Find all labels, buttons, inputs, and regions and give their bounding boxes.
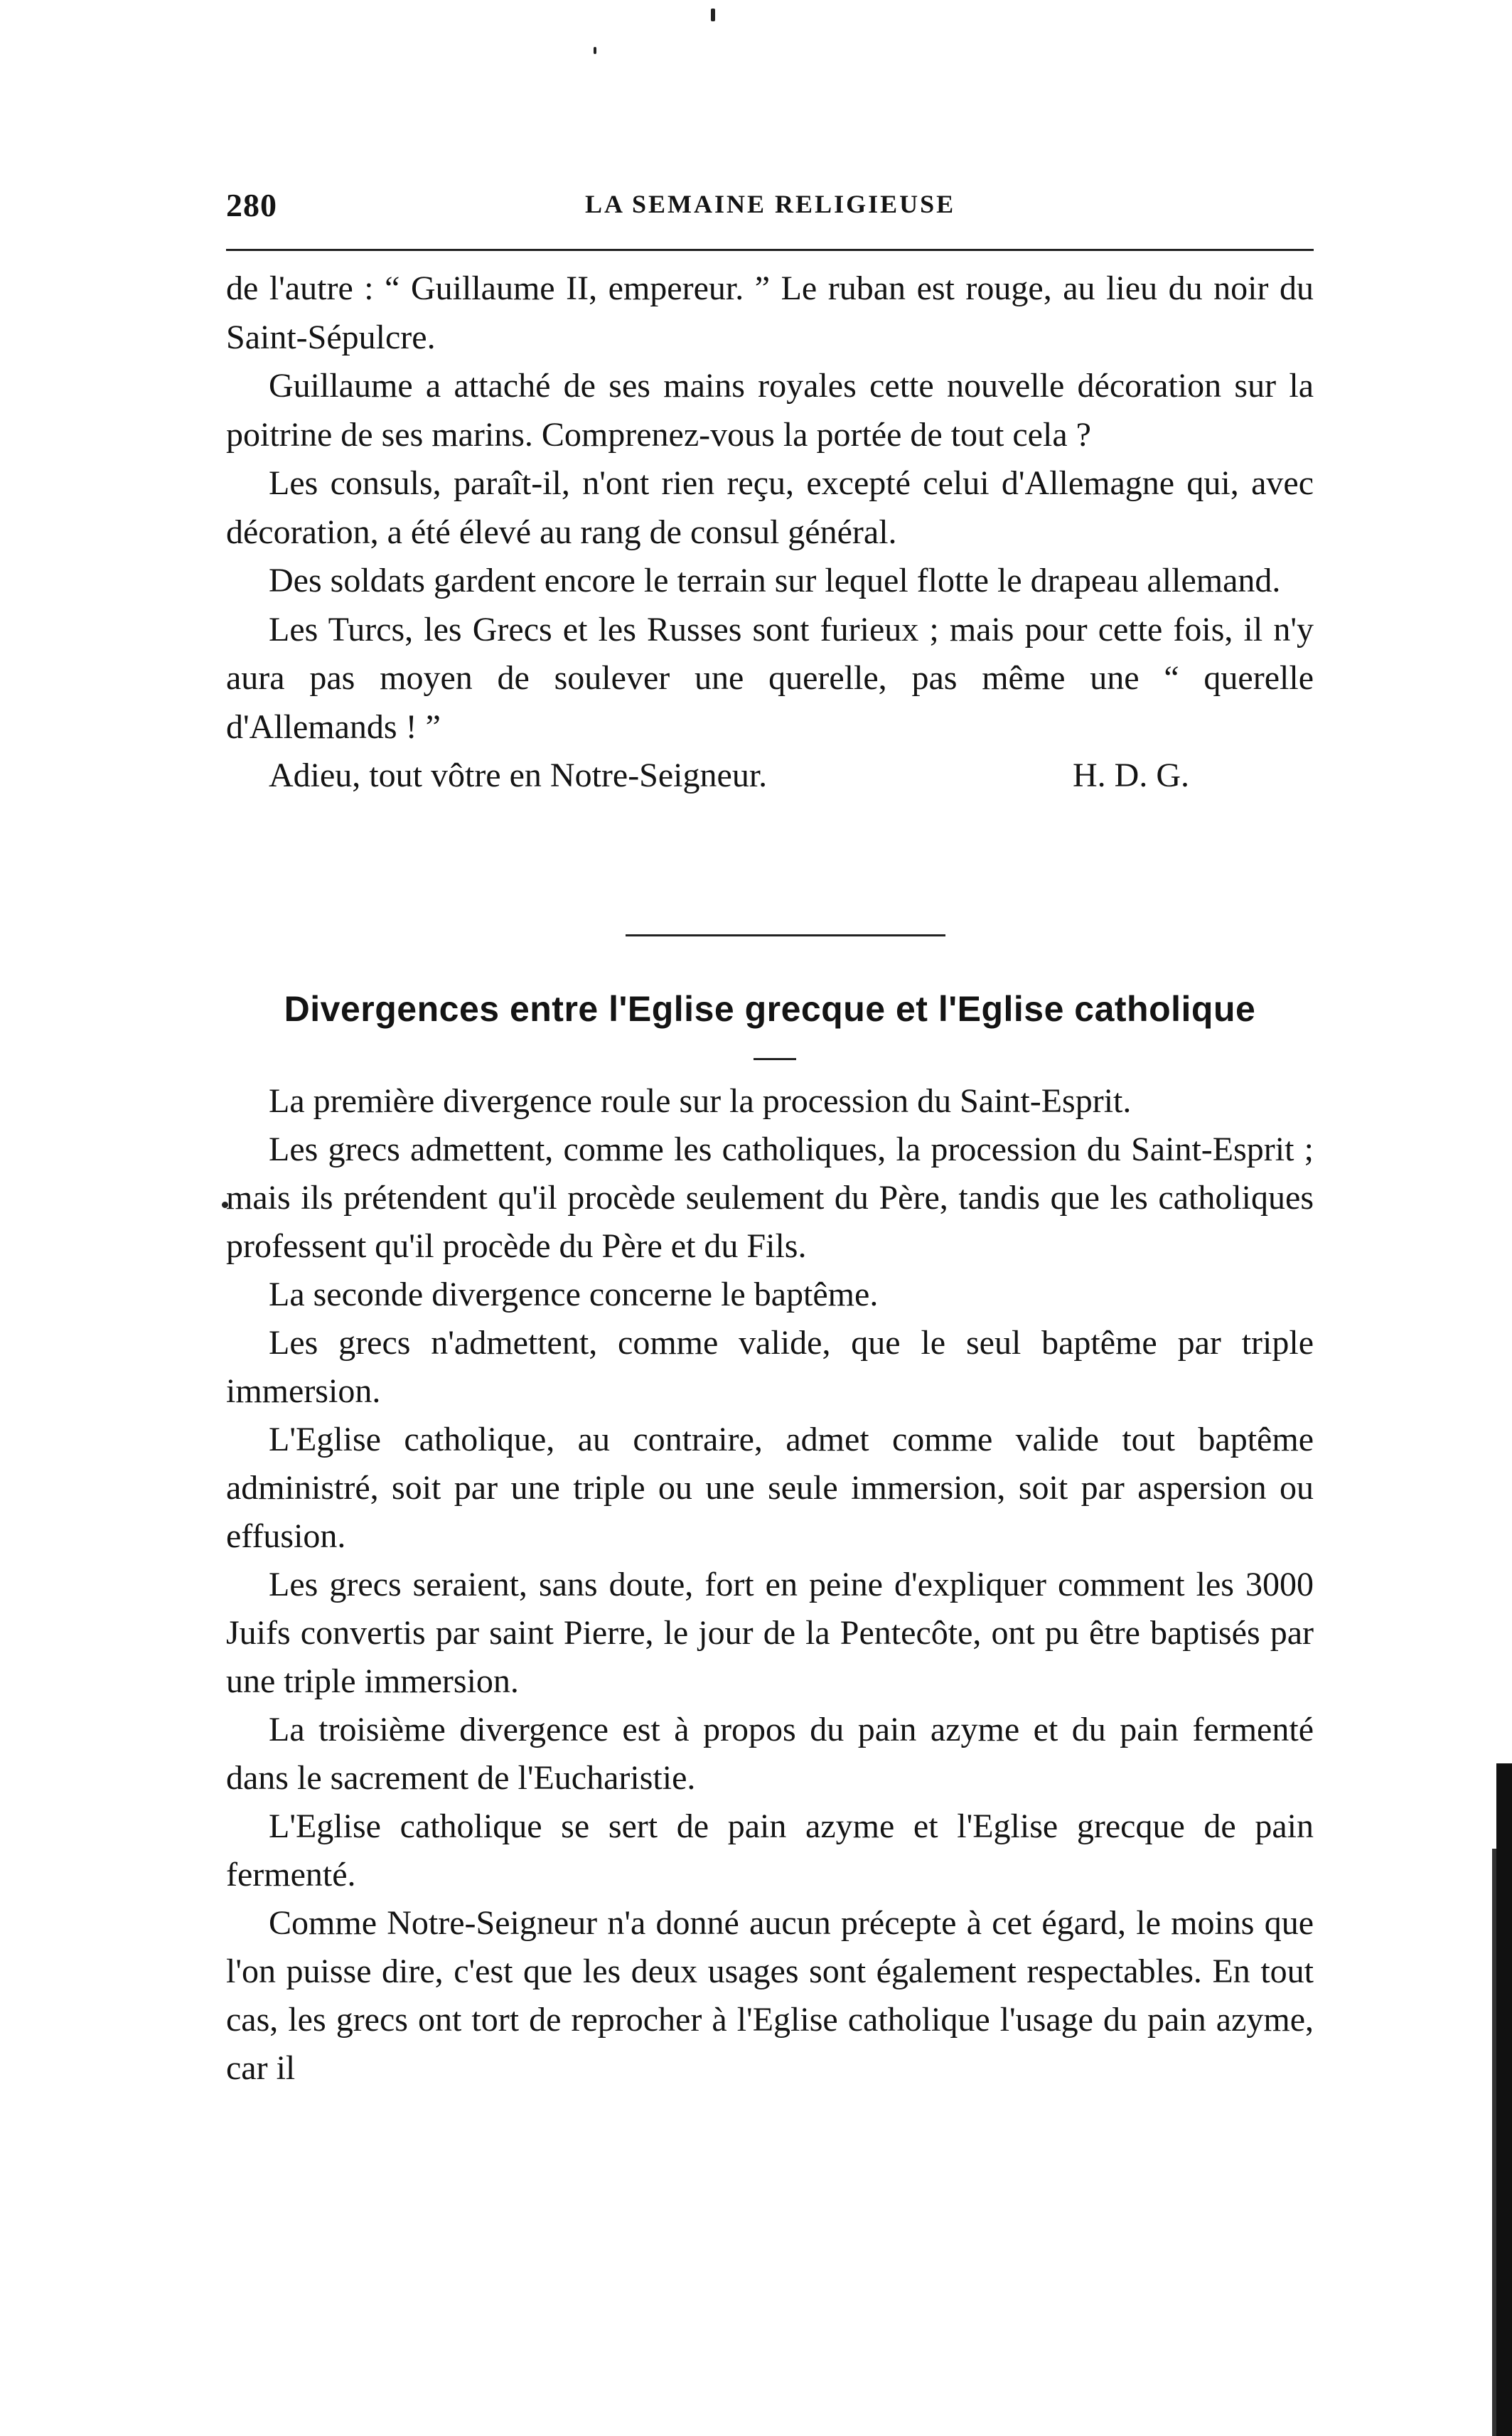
article-paragraph: La seconde divergence concerne le baptême. <box>269 1276 879 1313</box>
title-dash <box>754 1058 796 1060</box>
scan-speck <box>711 9 715 21</box>
header-rule <box>226 249 1314 251</box>
page-header <box>226 186 1314 229</box>
letter-paragraph: de l'autre : “ Guillaume II, empereur. ” Le ruban est rouge, au lieu du noir du Saint-Sépulcre. <box>226 269 1314 356</box>
article-paragraph: Comme Notre-Seigneur n'a donné aucun précepte à cet égard, le moins que l'on puisse dire, c'est que les deux usages sont également respectables. En tout cas, les grecs ont tort de reprocher à l'Eglise catholique l'usage du pain azyme, car il <box>226 1904 1314 2087</box>
scan-speck <box>594 47 596 54</box>
scan-shadow-edge <box>1496 1763 1512 2436</box>
letter-paragraph: Des soldats gardent encore le terrain sur lequel flotte le drapeau allemand. <box>269 562 1281 599</box>
letter-continuation <box>226 265 1314 801</box>
letter-paragraph: Les consuls, paraît-il, n'ont rien reçu, excepté celui d'Allemagne qui, avec décoration, a été élevé au rang de consul général. <box>226 464 1314 551</box>
article-title: Divergences entre l'Eglise grecque et l'Eglise catholique <box>284 989 1256 1029</box>
running-head: LA SEMAINE RELIGIEUSE <box>585 190 956 218</box>
article-paragraph: Les grecs seraient, sans doute, fort en peine d'expliquer comment les 3000 Juifs convertis par saint Pierre, le jour de la Pentecôte, ont pu être baptisés par une triple immersion. <box>226 1566 1314 1700</box>
page-number: 280 <box>226 187 277 223</box>
letter-paragraph: Guillaume a attaché de ses mains royales cette nouvelle décoration sur la poitrine de ses marins. Comprenez-vous la portée de tout cela ? <box>226 367 1314 454</box>
letter-signoff <box>226 752 1314 801</box>
scan-shadow-edge <box>1492 1849 1496 2436</box>
section-divider <box>626 934 945 936</box>
article-paragraph: La première divergence roule sur la procession du Saint-Esprit. <box>269 1082 1132 1120</box>
article-body <box>226 1077 1314 2093</box>
article-paragraph: L'Eglise catholique se sert de pain azyme et l'Eglise grecque de pain fermenté. <box>226 1807 1314 1893</box>
article-paragraph: L'Eglise catholique, au contraire, admet comme valide tout baptême administré, soit par une triple ou une seule immersion, soit par aspersion ou effusion. <box>226 1421 1314 1555</box>
letter-closing: Adieu, tout vôtre en Notre-Seigneur. <box>269 757 768 794</box>
letter-signature: H. D. G. <box>1073 757 1189 794</box>
letter-paragraph: Les Turcs, les Grecs et les Russes sont furieux ; mais pour cette fois, il n'y aura pas moyen de soulever une querelle, pas même une “ querelle d'Allemands ! ” <box>226 610 1314 746</box>
article-paragraph: Les grecs n'admettent, comme valide, que le seul baptême par triple immersion. <box>226 1324 1314 1410</box>
article-paragraph: Les grecs admettent, comme les catholiques, la procession du Saint-Esprit ; mais ils prétendent qu'il procède seulement du Père, tandis que les catholiques professent qu'il procède du Père et du Fils. <box>226 1131 1314 1265</box>
article-paragraph: La troisième divergence est à propos du pain azyme et du pain fermenté dans le sacrement de l'Eucharistie. <box>226 1711 1314 1797</box>
